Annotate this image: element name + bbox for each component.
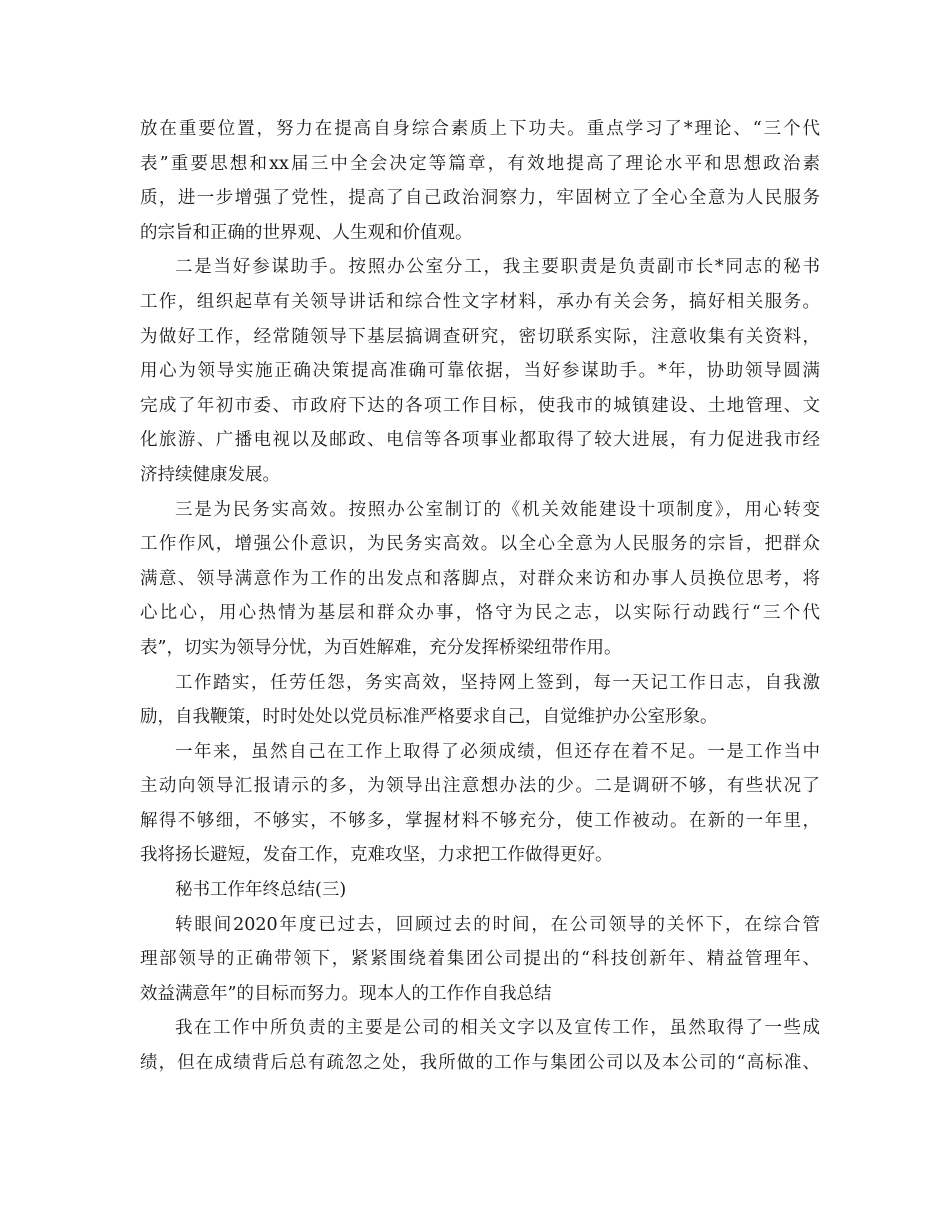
paragraph-first-line: 秘书工作年终总结(三)	[175, 880, 347, 901]
paragraph-line: 主动向领导汇报请示的多，为领导出注意想办法的少。二是调研不够，有些状况了	[140, 776, 820, 797]
paragraph-line: 心比心，用心热情为基层和群众办事，恪守为民之志，以实际行动践行“三个代	[140, 603, 820, 624]
paragraph-line: 励，自我鞭策，时时处处以党员标准严格要求自己，自觉维护办公室形象。	[140, 707, 718, 728]
paragraph-line: 用心为领导实施正确决策提高准确可靠依据，当好参谋助手。*年，协助领导圆满	[140, 361, 820, 382]
paragraph-line: 济持续健康发展。	[140, 464, 280, 485]
paragraph-line: 工作作风，增强公仆意识，为民务实高效。以全心全意为人民服务的宗旨，把群众	[140, 534, 820, 555]
paragraph-line: 质，进一步增强了党性，提高了自己政治洞察力，牢固树立了全心全意为人民服务	[140, 188, 820, 209]
paragraph-line: 解得不够细，不够实，不够多，掌握材料不够充分，使工作被动。在新的一年里，	[140, 810, 820, 831]
paragraph-first-line: 转眼间2020年度已过去，回顾过去的时间，在公司领导的关怀下，在综合管	[175, 914, 820, 935]
paragraph-line: 我将扬长避短，发奋工作，克难攻坚，力求把工作做得更好。	[140, 845, 613, 866]
paragraph-line: 为做好工作，经常随领导下基层搞调查研究，密切联系实际，注意收集有关资料，	[140, 326, 820, 347]
paragraph-line: 满意、领导满意作为工作的出发点和落脚点，对群众来访和办事人员换位思考，将	[140, 568, 820, 589]
paragraph-line: 表”重要思想和xx届三中全会决定等篇章，有效地提高了理论水平和思想政治素	[140, 153, 820, 174]
paragraph-line: 化旅游、广播电视以及邮政、电信等各项事业都取得了较大进展，有力促进我市经	[140, 430, 820, 451]
paragraph-line: 理部领导的正确带领下，紧紧围绕着集团公司提出的“科技创新年、精益管理年、	[140, 949, 820, 970]
paragraph-first-line: 一年来，虽然自己在工作上取得了必须成绩，但还存在着不足。一是工作当中	[175, 741, 820, 762]
paragraph-line: 放在重要位置，努力在提高自身综合素质上下功夫。重点学习了*理论、“三个代	[140, 119, 820, 139]
paragraph-first-line: 工作踏实，任劳任怨，务实高效，坚持网上签到，每一天记工作日志，自我激	[175, 672, 820, 693]
paragraph-line: 效益满意年”的目标而努力。现本人的工作作自我总结	[140, 983, 552, 1004]
paragraph-first-line: 二是当好参谋助手。按照办公室分工，我主要职责是负责副市长*同志的秘书	[175, 257, 820, 278]
paragraph-first-line: 我在工作中所负责的主要是公司的相关文字以及宣传工作，虽然取得了一些成	[175, 1018, 820, 1039]
paragraph-first-line: 三是为民务实高效。按照办公室制订的《机关效能建设十项制度》，用心转变	[175, 499, 820, 520]
paragraph-line: 绩，但在成绩背后总有疏忽之处，我所做的工作与集团公司以及本公司的“高标准、	[140, 1053, 820, 1074]
paragraph-line: 工作，组织起草有关领导讲话和综合性文字材料，承办有关会务，搞好相关服务。	[140, 291, 820, 312]
paragraph-line: 完成了年初市委、市政府下达的各项工作目标，使我市的城镇建设、土地管理、文	[140, 395, 820, 416]
paragraph-line: 的宗旨和正确的世界观、人生观和价值观。	[140, 222, 473, 243]
paragraph-line: 表”，切实为领导分忧，为百姓解难，充分发挥桥梁纽带作用。	[140, 637, 622, 658]
document-body	[140, 112, 820, 1081]
